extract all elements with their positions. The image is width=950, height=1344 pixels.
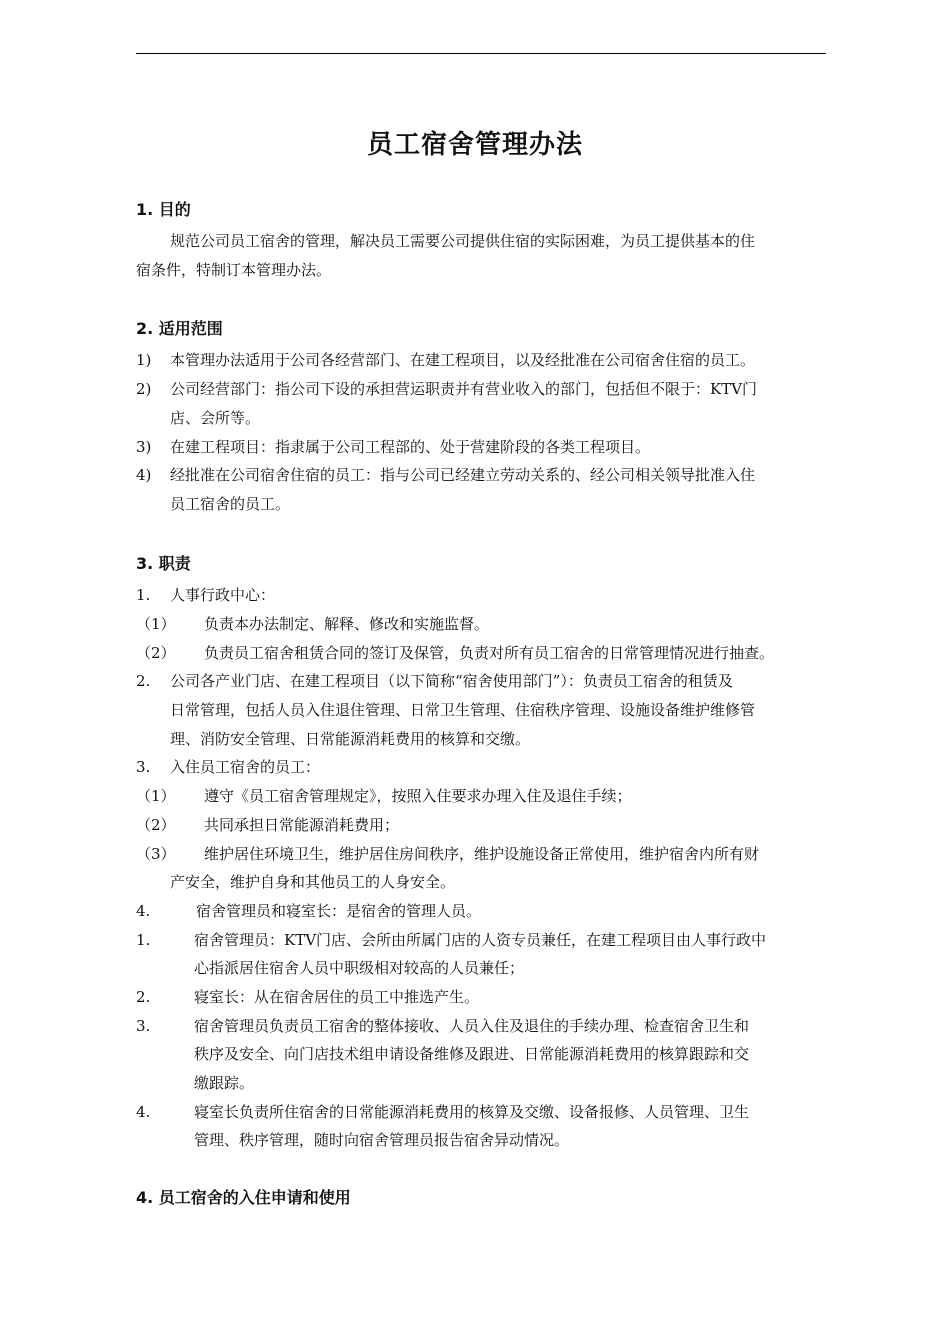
list-item-number: 4. xyxy=(136,902,151,920)
sub-item-text-continued: 缴跟踪。 xyxy=(194,1074,255,1092)
list-item-text-continued: 店、会所等。 xyxy=(170,409,261,427)
sub-item-text: 遵守《员工宿舍管理规定》，按照入住要求办理入住及退住手续； xyxy=(204,787,632,805)
list-item-text: 本管理办法适用于公司各经营部门、在建工程项目，以及经批准在公司宿舍住宿的员工。 xyxy=(170,351,756,369)
sub-item-number: （2） xyxy=(136,644,176,662)
list-item-text: 公司各产业门店、在建工程项目（以下简称“宿舍使用部门”）：负责员工宿舍的租赁及 xyxy=(170,672,733,690)
sub-item-text: 负责本办法制定、解释、修改和实施监督。 xyxy=(204,615,490,633)
sub-item-text: 宿舍管理员：KTV门店、会所由所属门店的人资专员兼任，在建工程项目由人事行政中 xyxy=(194,931,767,949)
document-title: 员工宿舍管理办法 xyxy=(366,130,583,160)
list-item-number: 4) xyxy=(136,466,152,484)
list-item-text-continued: 日常管理，包括人员入住退住管理、日常卫生管理、住宿秩序管理、设施设备维护维修管 xyxy=(170,701,756,719)
section-1-paragraph-line-2: 宿条件，特制订本管理办法。 xyxy=(136,261,332,279)
sub-item-text-continued: 产安全，维护自身和其他员工的人身安全。 xyxy=(170,873,456,891)
sub-item-number: （2） xyxy=(136,816,176,834)
list-item-text-continued: 理、消防安全管理、日常能源消耗费用的核算和交缴。 xyxy=(170,730,531,748)
list-item-text: 人事行政中心： xyxy=(170,586,276,604)
sub-item-text-continued: 管理、秩序管理，随时向宿舍管理员报告宿舍异动情况。 xyxy=(194,1131,570,1149)
list-item-text-continued: 员工宿舍的员工。 xyxy=(170,495,291,513)
sub-item-number: （3） xyxy=(136,845,176,863)
list-item-number: 1. xyxy=(136,586,151,604)
sub-item-number: 4. xyxy=(136,1103,151,1121)
sub-item-number: 3. xyxy=(136,1017,151,1035)
section-1-heading: 1. 目的 xyxy=(136,200,191,219)
header-rule xyxy=(136,53,826,54)
sub-item-text: 宿舍管理员负责员工宿舍的整体接收、人员入住及退住的手续办理、检查宿舍卫生和 xyxy=(194,1017,750,1035)
list-item-number: 2) xyxy=(136,380,152,398)
section-2-heading: 2. 适用范围 xyxy=(136,319,223,338)
sub-item-text: 寝室长负责所住宿舍的日常能源消耗费用的核算及交缴、设备报修、人员管理、卫生 xyxy=(194,1103,750,1121)
list-item-number: 3. xyxy=(136,758,151,776)
sub-item-text-continued: 心指派居住宿舍人员中职级相对较高的人员兼任； xyxy=(194,959,525,977)
list-item-text: 在建工程项目：指隶属于公司工程部的、处于营建阶段的各类工程项目。 xyxy=(170,438,651,456)
list-item-text: 经批准在公司宿舍住宿的员工：指与公司已经建立劳动关系的、经公司相关领导批准入住 xyxy=(170,466,756,484)
list-item-number: 2. xyxy=(136,672,151,690)
sub-item-number: （1） xyxy=(136,787,176,805)
sub-item-text: 共同承担日常能源消耗费用； xyxy=(204,816,400,834)
sub-item-text-continued: 秩序及安全、向门店技术组申请设备维修及跟进、日常能源消耗费用的核算跟踪和交 xyxy=(194,1045,750,1063)
list-item-number: 1) xyxy=(136,351,152,369)
section-1-paragraph-line-1: 规范公司员工宿舍的管理，解决员工需要公司提供住宿的实际困难，为员工提供基本的住 xyxy=(170,232,756,250)
list-item-text: 宿舍管理员和寝室长：是宿舍的管理人员。 xyxy=(196,902,482,920)
sub-item-number: 2. xyxy=(136,988,151,1006)
sub-item-text: 负责员工宿舍租赁合同的签订及保管，负责对所有员工宿舍的日常管理情况进行抽查。 xyxy=(204,644,775,662)
list-item-number: 3) xyxy=(136,438,152,456)
sub-item-text: 寝室长：从在宿舍居住的员工中推选产生。 xyxy=(194,988,480,1006)
sub-item-number: （1） xyxy=(136,615,176,633)
sub-item-text: 维护居住环境卫生，维护居住房间秩序，维护设施设备正常使用，维护宿舍内所有财 xyxy=(204,845,760,863)
list-item-text: 公司经营部门：指公司下设的承担营运职责并有营业收入的部门，包括但不限于：KTV门 xyxy=(170,380,758,398)
section-4-heading: 4. 员工宿舍的入住申请和使用 xyxy=(136,1188,351,1207)
sub-item-number: 1. xyxy=(136,931,151,949)
section-3-heading: 3. 职责 xyxy=(136,554,191,573)
list-item-text: 入住员工宿舍的员工： xyxy=(170,758,321,776)
